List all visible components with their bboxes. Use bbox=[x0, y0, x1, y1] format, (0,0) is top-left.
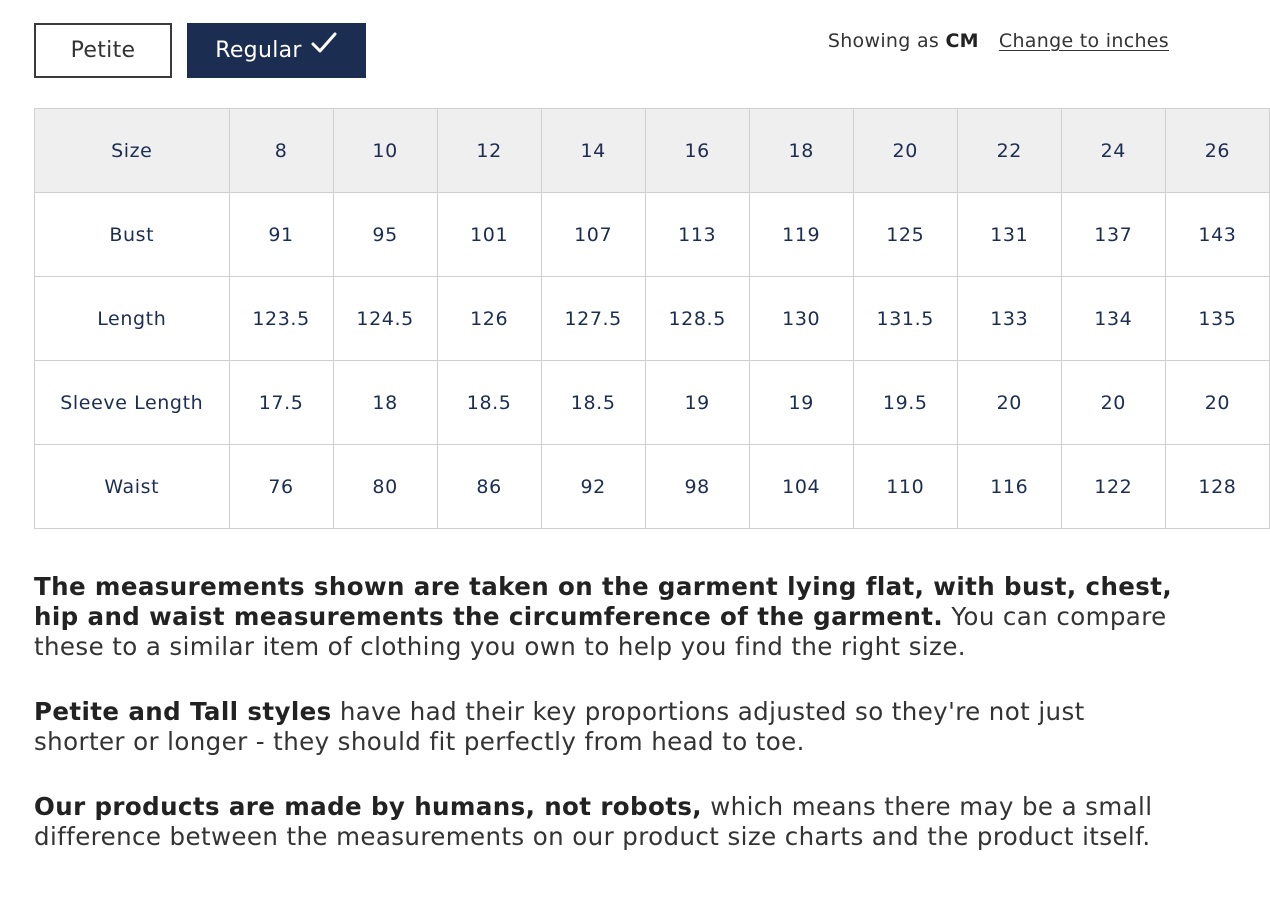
size-notes bbox=[34, 572, 1174, 887]
table-cell: 133 bbox=[957, 277, 1061, 361]
table-cell: 19.5 bbox=[853, 361, 957, 445]
table-cell: 92 bbox=[541, 445, 645, 529]
size-cell: 16 bbox=[645, 109, 749, 193]
table-cell: 20 bbox=[1165, 361, 1269, 445]
table-cell: 125 bbox=[853, 193, 957, 277]
table-cell: 128 bbox=[1165, 445, 1269, 529]
row-label: Sleeve Length bbox=[35, 361, 230, 445]
table-cell: 95 bbox=[333, 193, 437, 277]
table-cell: 124.5 bbox=[333, 277, 437, 361]
unit-bar bbox=[828, 30, 1169, 52]
table-cell: 76 bbox=[229, 445, 333, 529]
note-text: which means there may be a small difference between the measurements on our product size charts and the product itself. bbox=[34, 792, 1153, 851]
size-cell: 20 bbox=[853, 109, 957, 193]
table-cell: 137 bbox=[1061, 193, 1165, 277]
table-cell: 134 bbox=[1061, 277, 1165, 361]
table-cell: 131.5 bbox=[853, 277, 957, 361]
regular-label: Regular bbox=[215, 38, 302, 63]
table-row-sleeve-length bbox=[35, 361, 1270, 445]
table-cell: 110 bbox=[853, 445, 957, 529]
table-row-bust bbox=[35, 193, 1270, 277]
size-cell: 14 bbox=[541, 109, 645, 193]
table-cell: 126 bbox=[437, 277, 541, 361]
note-bold: The measurements shown are taken on the garment lying flat, with bust, chest, hip and waist measurements the circumference of the garment. bbox=[34, 572, 1173, 631]
table-cell: 113 bbox=[645, 193, 749, 277]
table-cell: 143 bbox=[1165, 193, 1269, 277]
petite-button[interactable] bbox=[34, 23, 172, 78]
unit-prefix: Showing as bbox=[827, 30, 940, 52]
size-cell: 8 bbox=[229, 109, 333, 193]
table-cell: 127.5 bbox=[541, 277, 645, 361]
table-cell: 18.5 bbox=[541, 361, 645, 445]
table-cell: 19 bbox=[749, 361, 853, 445]
table-cell: 135 bbox=[1165, 277, 1269, 361]
table-cell: 119 bbox=[749, 193, 853, 277]
table-cell: 122 bbox=[1061, 445, 1165, 529]
size-table bbox=[34, 108, 1270, 529]
checkmark-icon bbox=[310, 31, 338, 61]
table-row-waist bbox=[35, 445, 1270, 529]
row-label: Length bbox=[35, 277, 230, 361]
size-chart bbox=[34, 108, 1237, 528]
table-cell: 18 bbox=[333, 361, 437, 445]
table-cell: 128.5 bbox=[645, 277, 749, 361]
unit-indicator bbox=[828, 30, 979, 52]
table-cell: 19 bbox=[645, 361, 749, 445]
table-cell: 116 bbox=[957, 445, 1061, 529]
note-text: You can compare these to a similar item of clothing you own to help you find the right size. bbox=[34, 602, 1167, 661]
row-label: Bust bbox=[35, 193, 230, 277]
table-cell: 98 bbox=[645, 445, 749, 529]
size-cell: 18 bbox=[749, 109, 853, 193]
change-unit-link[interactable]: Change to inches bbox=[998, 30, 1169, 52]
note-paragraph bbox=[34, 792, 1174, 852]
table-cell: 123.5 bbox=[229, 277, 333, 361]
note-text: have had their key proportions adjusted so they're not just shorter or longer - they should fit perfectly from head to toe. bbox=[34, 697, 1085, 756]
table-cell: 20 bbox=[1061, 361, 1165, 445]
table-cell: 91 bbox=[229, 193, 333, 277]
table-row-length bbox=[35, 277, 1270, 361]
size-cell: 10 bbox=[333, 109, 437, 193]
table-cell: 17.5 bbox=[229, 361, 333, 445]
size-header-row bbox=[35, 109, 1270, 193]
size-cell: 26 bbox=[1165, 109, 1269, 193]
row-label: Waist bbox=[35, 445, 230, 529]
size-cell: 22 bbox=[957, 109, 1061, 193]
current-unit: CM bbox=[945, 30, 979, 52]
table-cell: 20 bbox=[957, 361, 1061, 445]
table-cell: 104 bbox=[749, 445, 853, 529]
table-cell: 107 bbox=[541, 193, 645, 277]
table-cell: 131 bbox=[957, 193, 1061, 277]
size-cell: 12 bbox=[437, 109, 541, 193]
note-paragraph bbox=[34, 697, 1174, 757]
size-header-label: Size bbox=[35, 109, 230, 193]
size-cell: 24 bbox=[1061, 109, 1165, 193]
regular-button[interactable] bbox=[187, 23, 366, 78]
table-cell: 130 bbox=[749, 277, 853, 361]
note-bold: Our products are made by humans, not robots, bbox=[34, 792, 703, 821]
table-cell: 86 bbox=[437, 445, 541, 529]
petite-label: Petite bbox=[70, 38, 136, 63]
table-cell: 80 bbox=[333, 445, 437, 529]
table-cell: 101 bbox=[437, 193, 541, 277]
note-paragraph bbox=[34, 572, 1174, 662]
table-cell: 18.5 bbox=[437, 361, 541, 445]
note-bold: Petite and Tall styles bbox=[34, 697, 332, 726]
